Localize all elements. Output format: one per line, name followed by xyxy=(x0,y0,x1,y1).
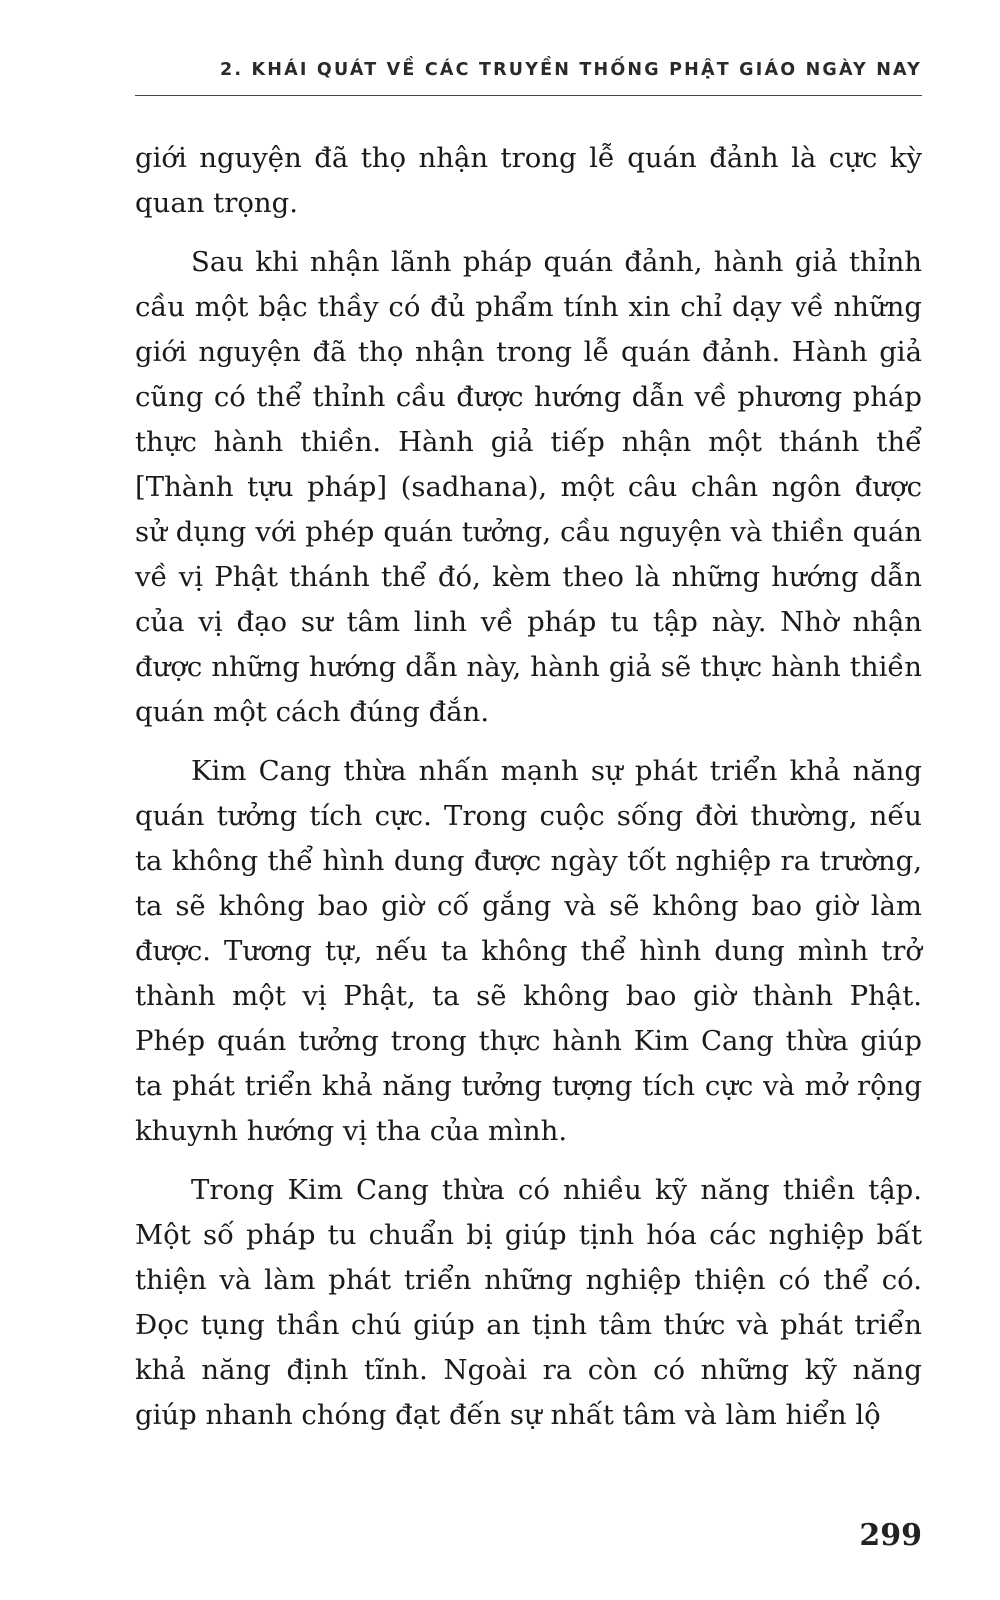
page-body xyxy=(135,136,922,1452)
paragraph-4: Trong Kim Cang thừa có nhiều kỹ năng thiền tập. Một số pháp tu chuẩn bị giúp tịnh hóa các nghiệp bất thiện và làm phát triển những nghiệp thiện có thể có. Đọc tụng thần chú giúp an tịnh tâm thức và phát triển khả năng định tĩnh. Ngoài ra còn có những kỹ năng giúp nhanh chóng đạt đến sự nhất tâm và làm hiển lộ xyxy=(135,1174,922,1431)
paragraph-3: Kim Cang thừa nhấn mạnh sự phát triển khả năng quán tưởng tích cực. Trong cuộc sống đời thường, nếu ta không thể hình dung được ngày tốt nghiệp ra trường, ta sẽ không bao giờ cố gắng và sẽ không bao giờ làm được. Tương tự, nếu ta không thể hình dung mình trở thành một vị Phật, ta sẽ không bao giờ thành Phật. Phép quán tưởng trong thực hành Kim Cang thừa giúp ta phát triển khả năng tưởng tượng tích cực và mở rộng khuynh hướng vị tha của mình. xyxy=(135,755,922,1147)
page-number: 299 xyxy=(859,1518,922,1553)
running-header: 2. KHÁI QUÁT VỀ CÁC TRUYỀN THỐNG PHẬT GIÁO NGÀY NAY xyxy=(220,60,922,80)
paragraph-1: giới nguyện đã thọ nhận trong lễ quán đảnh là cực kỳ quan trọng. xyxy=(135,142,922,219)
header-divider xyxy=(135,95,922,96)
paragraph-2: Sau khi nhận lãnh pháp quán đảnh, hành giả thỉnh cầu một bậc thầy có đủ phẩm tính xin chỉ dạy về những giới nguyện đã thọ nhận trong lễ quán đảnh. Hành giả cũng có thể thỉnh cầu được hướng dẫn về phương pháp thực hành thiền. Hành giả tiếp nhận một thánh thể [Thành tựu pháp] (sadhana), một câu chân ngôn được sử dụng với phép quán tưởng, cầu nguyện và thiền quán về vị Phật thánh thể đó, kèm theo là những hướng dẫn của vị đạo sư tâm linh về pháp tu tập này. Nhờ nhận được những hướng dẫn này, hành giả sẽ thực hành thiền quán một cách đúng đắn. xyxy=(135,246,922,728)
